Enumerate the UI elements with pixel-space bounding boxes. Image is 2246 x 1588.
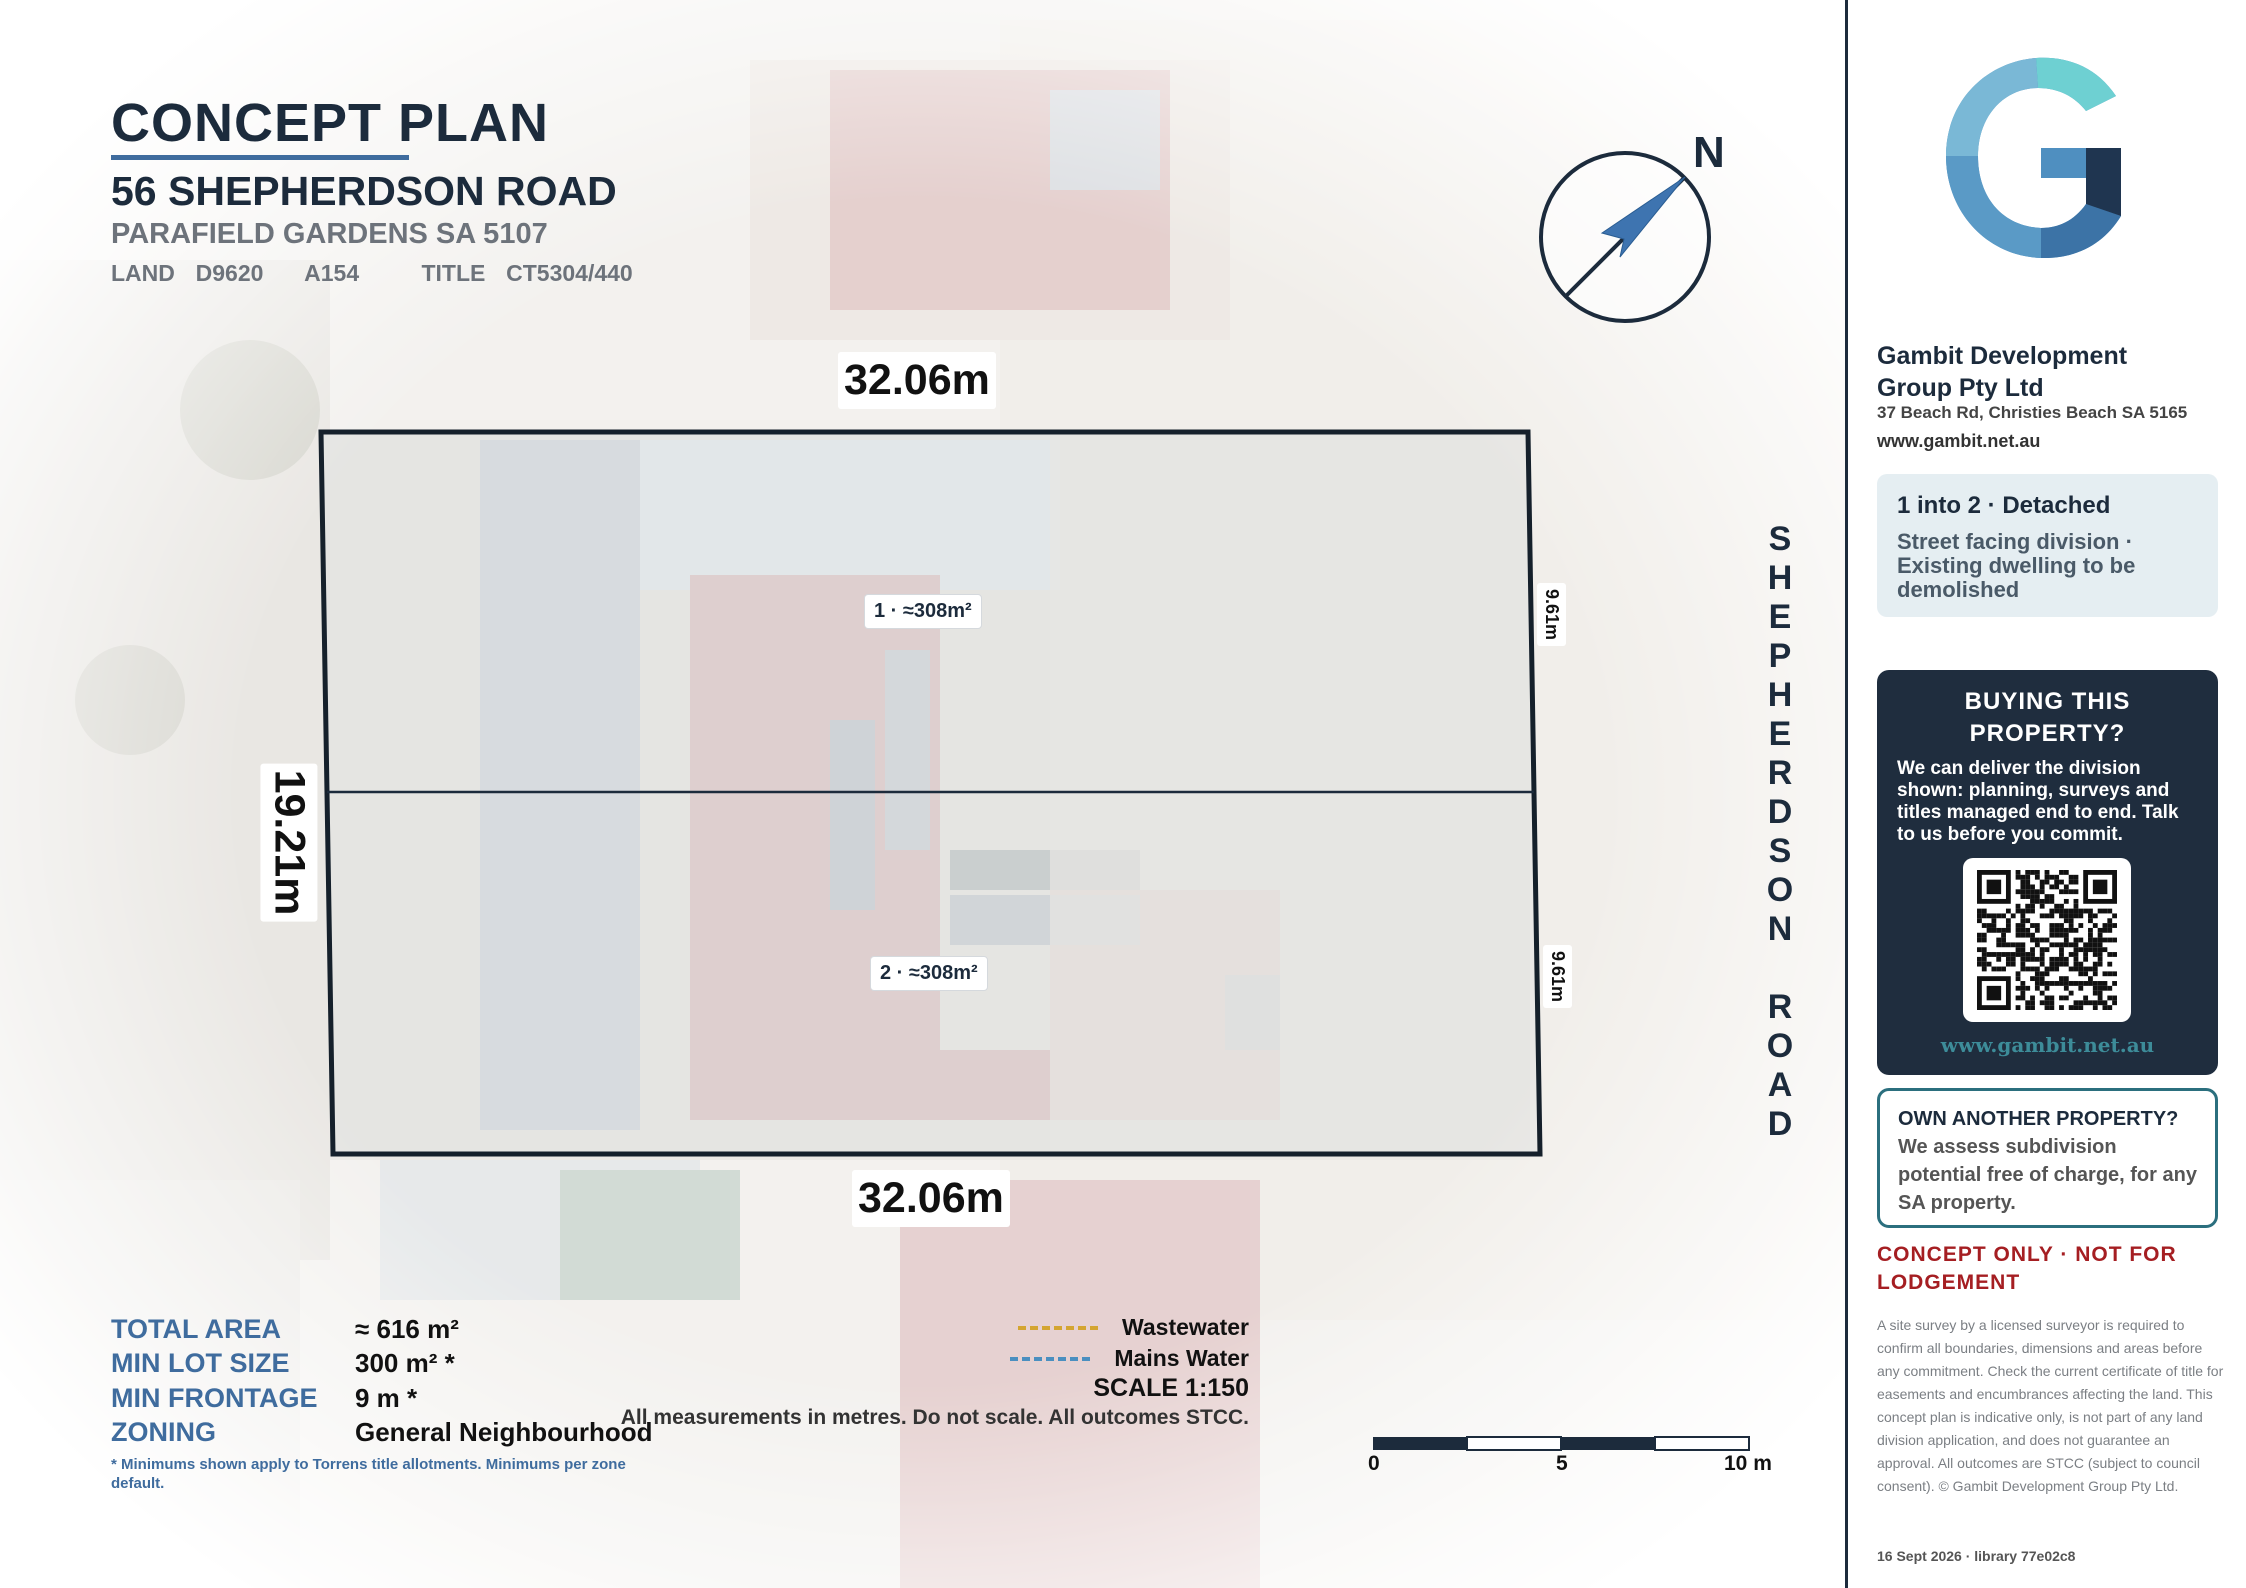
road-name-letter: N <box>1767 910 1793 948</box>
lot-1-label: 1 · ≈308m² <box>864 594 982 629</box>
road-name-letter: O <box>1766 871 1794 909</box>
road-name-letter: P <box>1768 637 1792 675</box>
gambit-logo-icon <box>1946 56 2136 266</box>
stat-row <box>111 1312 653 1347</box>
legend-wastewater-label: Wastewater <box>1122 1314 1249 1340</box>
north-label: N <box>1693 128 1725 177</box>
lot-2-label: 2 · ≈308m² <box>870 956 988 991</box>
property-suburb: PARAFIELD GARDENS SA 5107 <box>111 218 548 250</box>
stat-label: MIN FRONTAGE <box>111 1382 318 1413</box>
road-name-letter: A <box>1767 1066 1793 1104</box>
sidebar <box>1845 0 2246 1588</box>
road-name-letter <box>1760 949 1800 988</box>
company-website-link[interactable]: www.gambit.net.au <box>1877 431 2041 451</box>
measurement-note: All measurements in metres. Do not scale. All outcomes STCC. <box>620 1406 1249 1429</box>
qr-code-frame <box>1963 858 2131 1022</box>
land-title-reference: LAND D9620 A154 TITLE CT5304/440 <box>111 260 633 286</box>
stat-value: General Neighbourhood <box>355 1417 653 1448</box>
road-name-letter: S <box>1768 832 1792 870</box>
road-name-letter: H <box>1767 559 1793 597</box>
road-name-letter: R <box>1767 754 1793 792</box>
road-name-letter: E <box>1768 598 1792 636</box>
stat-value: 9 m * <box>355 1382 418 1413</box>
property-address: 56 SHEPHERDSON ROAD <box>111 168 617 214</box>
concept-only-warning: CONCEPT ONLY · NOT FOR LODGEMENT <box>1877 1243 2177 1294</box>
left-dimension-label: 19.21m <box>260 764 317 922</box>
scale-label-5: 5 <box>1556 1452 1568 1475</box>
own-another-property-card <box>1877 1088 2218 1228</box>
buying-property-website-link[interactable]: www.gambit.net.au <box>1940 1033 2155 1057</box>
company-name <box>1877 340 2127 404</box>
stat-row <box>111 1416 653 1451</box>
stat-label: MIN LOT SIZE <box>111 1348 290 1379</box>
legend-mains-water <box>621 1343 1249 1374</box>
road-name-letter: H <box>1767 676 1793 714</box>
own-property-description: We assess subdivision potential free of charge, for any SA property. <box>1898 1136 2197 1214</box>
qr-code-icon[interactable] <box>1977 870 2117 1010</box>
scale-label-10: 10 m <box>1724 1452 1772 1475</box>
disclaimer-text: A site survey by a licensed surveyor is required to confirm all boundaries, dimensions and areas before any commitment. Check the current certificate of title for easements and encumbrances affecting the land. This concept plan is indicative only, is not part of any land division application, and does not guarantee an approval. All outcomes are STCC (subject to council consent). © Gambit Development Group Pty Ltd. <box>1877 1317 2224 1494</box>
road-name-label <box>1760 520 1800 1144</box>
scale-bar <box>1372 1436 1752 1452</box>
minimums-footnote: * Minimums shown apply to Torrens title allotments. Minimums per zone default. <box>111 1456 626 1492</box>
stat-value: ≈ 616 m² <box>355 1313 459 1344</box>
road-name-letter: S <box>1768 520 1792 558</box>
scale-ratio: SCALE 1:150 <box>1093 1374 1249 1402</box>
company-name-line2: Group Pty Ltd <box>1877 374 2044 402</box>
top-dimension-label: 32.06m <box>838 352 996 409</box>
stat-value: 300 m² * <box>355 1348 455 1379</box>
road-name-letter: D <box>1767 1105 1793 1143</box>
division-type-title: 1 into 2 · Detached <box>1897 492 2111 519</box>
stat-row <box>111 1381 653 1416</box>
wastewater-line-icon <box>1018 1326 1098 1330</box>
stat-label: ZONING <box>111 1417 216 1448</box>
site-statistics <box>111 1312 653 1450</box>
road-name-letter: D <box>1767 793 1793 831</box>
right-dimension-label-lot1: 9.61m <box>1537 583 1566 646</box>
legend-wastewater <box>621 1312 1249 1343</box>
mains-water-line-icon <box>1010 1357 1090 1361</box>
buying-property-title: BUYING THIS PROPERTY? <box>1964 688 2131 747</box>
stat-row <box>111 1347 653 1382</box>
company-address: 37 Beach Rd, Christies Beach SA 5165 <box>1877 403 2188 422</box>
division-type-card <box>1877 474 2218 617</box>
company-name-line1: Gambit Development <box>1877 342 2128 370</box>
page-title: CONCEPT PLAN <box>111 93 550 153</box>
bottom-dimension-label: 32.06m <box>852 1170 1010 1227</box>
right-dimension-label-lot2: 9.61m <box>1543 945 1572 1008</box>
road-name-letter: R <box>1767 988 1793 1026</box>
buying-property-description: We can deliver the division shown: planning, surveys and titles managed end to end. Talk to us before you commit. <box>1897 758 2179 845</box>
map-legend <box>621 1312 1249 1430</box>
road-name-letter: O <box>1766 1027 1794 1065</box>
road-name-letter: E <box>1768 715 1792 753</box>
own-property-title: OWN ANOTHER PROPERTY? <box>1898 1108 2179 1130</box>
scale-label-0: 0 <box>1368 1452 1380 1475</box>
buying-property-card <box>1877 670 2218 1075</box>
division-type-description: Street facing division · Existing dwelling to be demolished <box>1897 529 2136 602</box>
date-library-reference: 16 Sept 2026 · library 77e02c8 <box>1877 1548 2076 1564</box>
stat-label: TOTAL AREA <box>111 1313 282 1344</box>
legend-mains-water-label: Mains Water <box>1114 1345 1249 1371</box>
